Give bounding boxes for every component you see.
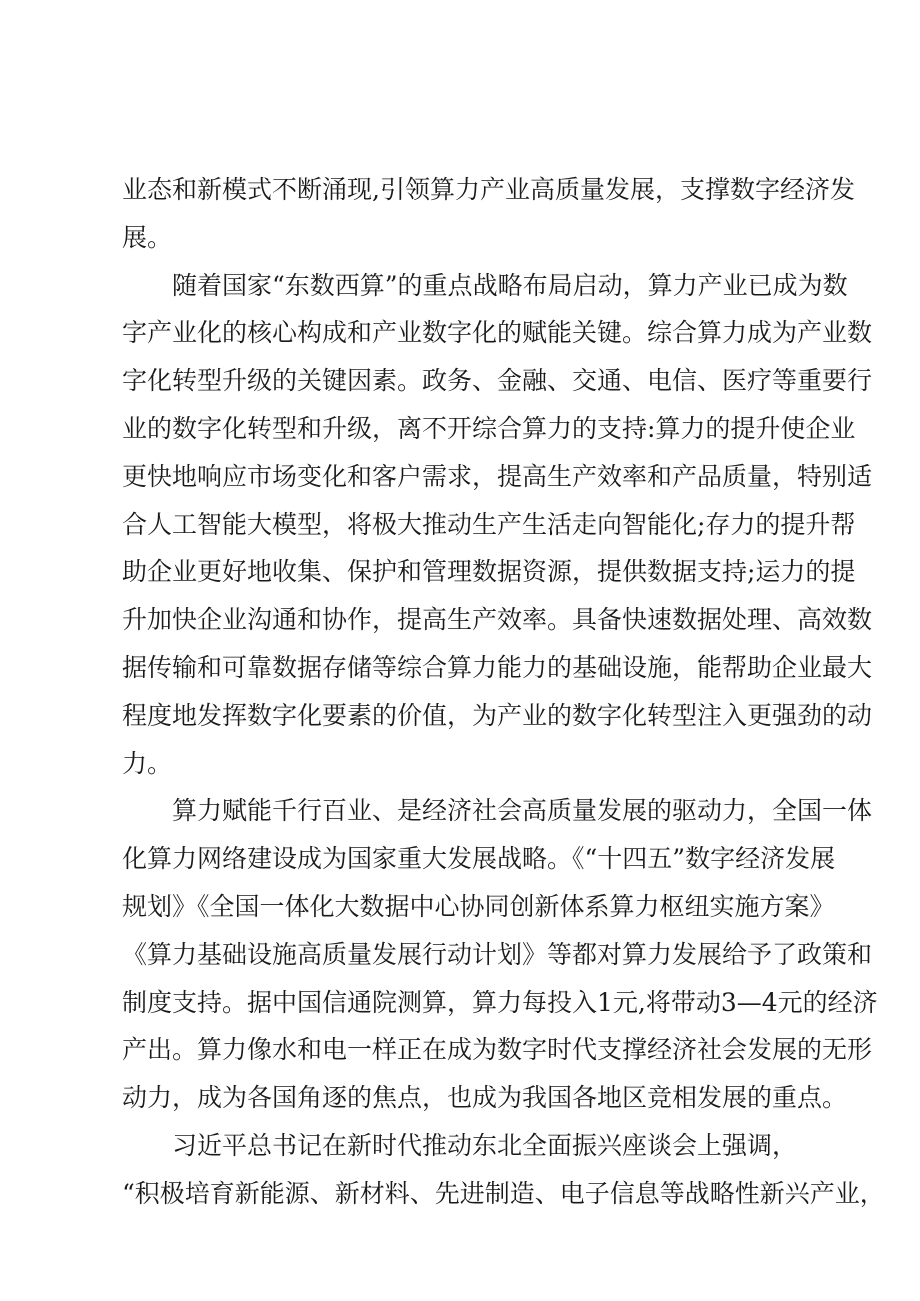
text-line: 业态和新模式不断涌现,引领算力产业高质量发展，支撑数字经济发 [122,175,855,204]
text-line: 规划》《全国一体化大数据中心协同创新体系算力枢纽实施方案》 [122,891,835,921]
body-text [122,166,885,1218]
text-line: 算力赋能千行百业、是经济社会高质量发展的驱动力，全国一体 [172,796,873,826]
text-line: 合人工智能大模型，将极大推动生产生活走向智能化;存力的提升帮 [122,509,856,539]
text-line: 业的数字化转型和升级，离不开综合算力的支持:算力的提升使企业 [122,413,856,443]
text-line: 助企业更好地收集、保护和管理数据资源，提供数据支持;运力的提 [122,557,856,587]
text-line: 展。 [122,222,173,252]
text-line: 据传输和可靠数据存储等综合算力能力的基础设施，能帮助企业最大 [122,652,873,682]
text-line: 制度支持。据中国信通院测算，算力每投入1元,将带动3—4元的经济 [122,987,878,1017]
text-line: 字产业化的核心构成和产业数字化的赋能关键。综合算力成为产业数 [122,318,873,348]
text-line: 升加快企业沟通和协作，提高生产效率。具备快速数据处理、高效数 [122,605,873,635]
text-line: 动力，成为各国角逐的焦点，也成为我国各地区竞相发展的重点。 [122,1083,848,1113]
text-line: 字化转型升级的关键因素。政务、金融、交通、电信、医疗等重要行 [122,366,873,396]
text-line: 程度地发挥数字化要素的价值，为产业的数字化转型注入更强劲的动 [122,700,873,730]
text-line: 力。 [122,748,173,778]
text-line: 随着国家“东数西算”的重点战略布局启动，算力产业已成为数 [172,270,848,300]
text-line: 习近平总书记在新时代推动东北全面振兴座谈会上强调， [172,1130,798,1160]
text-line: “积极培育新能源、新材料、先进制造、电子信息等战略性新兴产业， [122,1178,885,1208]
text-line: 化算力网络建设成为国家重大发展战略。《“十四五”数字经济发展 [122,844,836,874]
text-line: 《算力基础设施高质量发展行动计划》等都对算力发展给予了政策和 [122,939,873,969]
text-line: 产出。算力像水和电一样正在成为数字时代支撑经济社会发展的无形 [122,1035,873,1065]
text-line: 更快地响应市场变化和客户需求，提高生产效率和产品质量，特别适 [122,461,873,491]
